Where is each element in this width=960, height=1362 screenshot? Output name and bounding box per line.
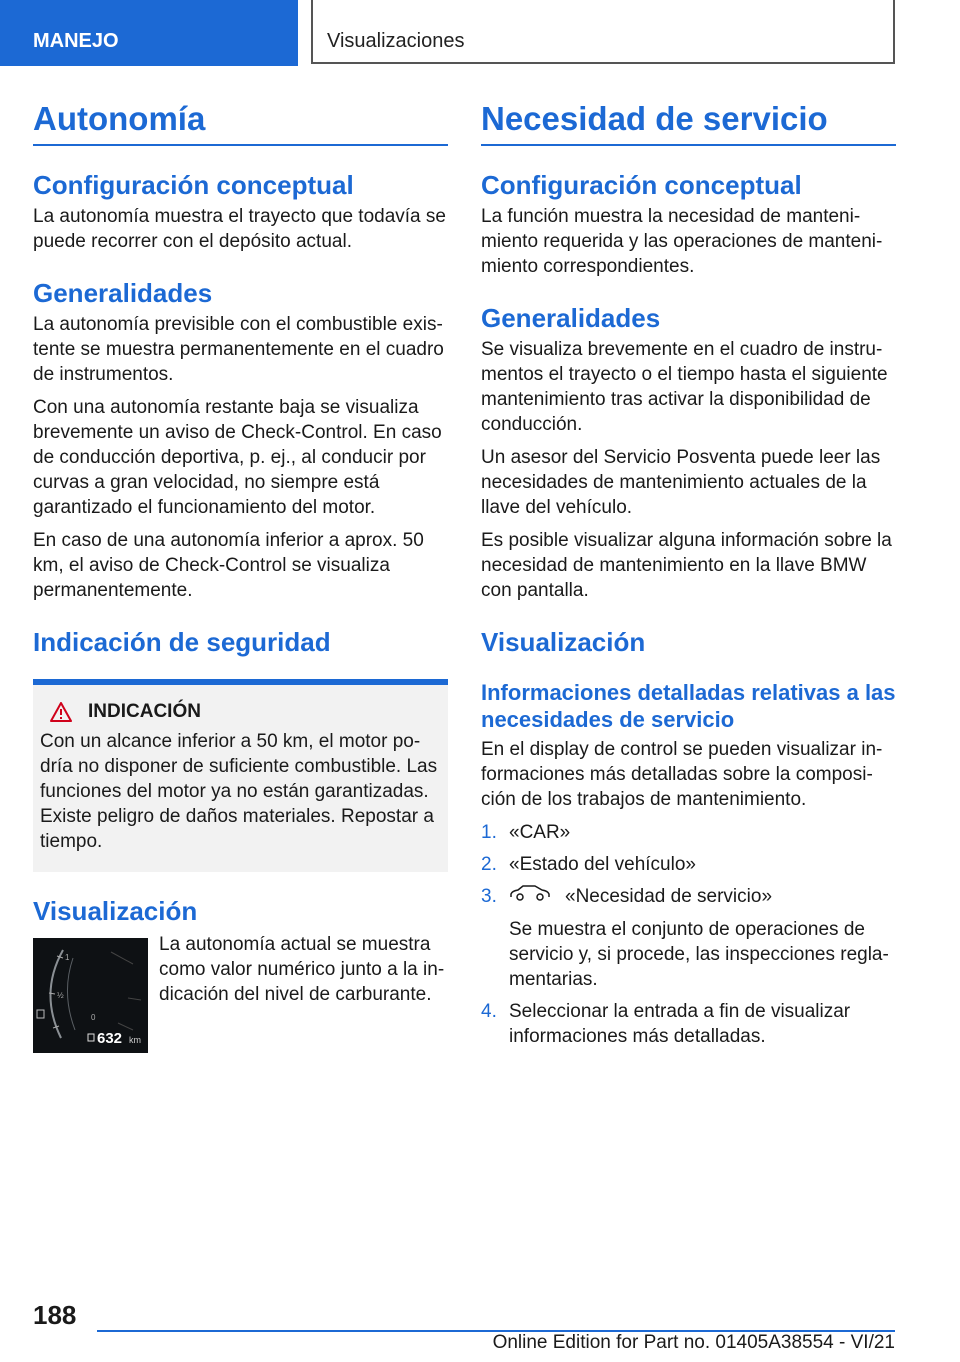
list-item <box>481 820 896 845</box>
service-general-p3: Es posible visualizar alguna información sobre la necesidad de mantenimiento en la llave BMW con pantalla. <box>481 530 892 601</box>
service-general-p1: Se visualiza brevemente en el cuadro de instrumentos el trayecto o el tiempo hasta el siguiente mantenimiento tras activar la disponibilidad de conducción. <box>481 339 888 435</box>
range-display-heading: Visualización <box>33 896 198 926</box>
warning-box <box>33 679 448 872</box>
gauge-range-value: 632 <box>97 1030 123 1047</box>
gauge-tick-full: 1 <box>65 953 70 962</box>
service-detail-heading: Informaciones detalladas relativas a las necesidades de servicio <box>481 680 896 732</box>
page-number: 188 <box>33 1300 77 1330</box>
service-display-heading: Visualización <box>481 627 646 657</box>
range-general-p1: La autonomía previsible con el combustible existente se muestra permanentemente en el cuadro de instrumentos. <box>33 314 444 385</box>
service-concept-text: La función muestra la necesidad de mantenimiento requerida y las operaciones de mantenimiento correspondientes. <box>481 206 883 277</box>
range-concept-heading: Configuración conceptual <box>33 170 354 200</box>
list-item <box>481 852 896 877</box>
step-text: «CAR» <box>509 822 571 843</box>
step-text: Seleccionar la entrada a fin de visualizar informaciones más detalladas. <box>509 1001 851 1048</box>
step-number: 2. <box>481 854 497 875</box>
service-general-p2: Un asesor del Servicio Posventa puede leer las necesidades de mantenimiento actuales de la llave del vehículo. <box>481 447 881 518</box>
section-tab: MANEJO <box>0 0 298 66</box>
gauge-tick-empty: 0 <box>91 1013 96 1022</box>
step-subtext: Se muestra el conjunto de operaciones de servicio y, si procede, las inspecciones reglamentarias. <box>509 919 889 991</box>
edition-text: Online Edition for Part no. 01405A38554 - VI/21 <box>492 1332 895 1353</box>
warning-title-row <box>40 701 440 723</box>
gauge-tick-half: ½ <box>57 991 64 1000</box>
step-number: 4. <box>481 1001 497 1023</box>
left-column <box>33 100 448 1053</box>
car-icon <box>509 884 551 909</box>
step-text: «Necesidad de servicio» <box>565 886 773 907</box>
service-concept-heading: Configuración conceptual <box>481 170 802 200</box>
fuel-gauge-graphic <box>33 938 148 1053</box>
range-general-p2: Con una autonomía restante baja se visualiza brevemente un aviso de Check-Control. En caso de conducción deportiva, p. ej., al conducir por curvas a gran velocidad, no siempre está garantizado el funcionamiento del motor. <box>33 397 442 518</box>
service-general-heading: Generalidades <box>481 303 661 333</box>
service-detail-text: En el display de control se pueden visualizar informaciones más detalladas sobre la composición de los trabajos de mantenimiento. <box>481 739 883 810</box>
safety-heading: Indicación de seguridad <box>33 627 331 657</box>
warning-title: INDICACIÓN <box>88 701 201 722</box>
step-text: «Estado del vehículo» <box>509 854 696 875</box>
range-concept-text: La autonomía muestra el trayecto que todavía se puede recorrer con el depósito actual. <box>33 206 446 252</box>
range-general-heading: Generalidades <box>33 278 213 308</box>
range-display-text: La autonomía actual se muestra como valor numérico junto a la indicación del nivel de carburante. <box>159 934 445 1005</box>
list-item <box>481 999 896 1049</box>
warning-triangle-icon <box>50 702 72 722</box>
service-steps-list <box>481 820 896 1049</box>
range-general-p3: En caso de una autonomía inferior a aprox. 50 km, el aviso de Check-Control se visualiza permanentemente. <box>33 530 424 601</box>
step-number: 3. <box>481 886 497 907</box>
step-number: 1. <box>481 822 497 843</box>
step-content <box>509 884 896 992</box>
service-title: Necesidad de servicio <box>481 100 896 146</box>
right-column <box>481 100 896 1056</box>
range-title: Autonomía <box>33 100 448 146</box>
range-display-block <box>33 932 448 1053</box>
chapter-title: Visualizaciones <box>311 0 895 64</box>
fuel-gauge-image <box>33 938 148 1053</box>
page-header <box>0 0 960 66</box>
gauge-range-unit: km <box>129 1035 141 1045</box>
warning-text: Con un alcance inferior a 50 km, el motor podría no disponer de suficiente combustible. Las funciones del motor ya no están garantizadas. Existe peligro de daños materiales. Repostar a tiempo. <box>40 731 438 852</box>
list-item <box>481 884 896 992</box>
